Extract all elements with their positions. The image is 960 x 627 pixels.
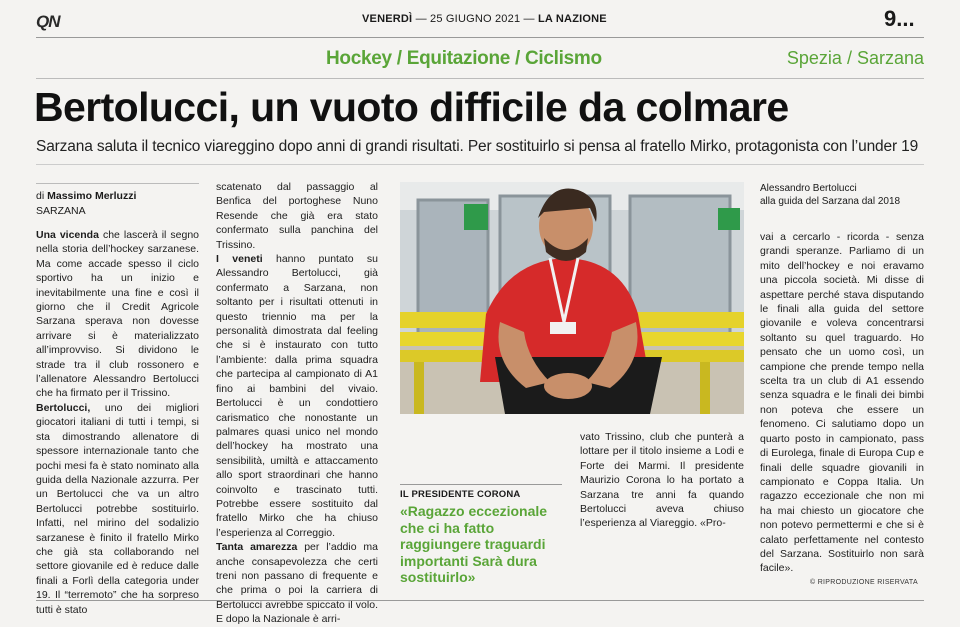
paragraph-text: per l’addio ma anche consapevolezza che certi treni non passano di frequente e che prima o poi la carriera di Bertolucci avrebbe spiccato il volo. E dopo la Nazionale è arri- (216, 541, 378, 626)
paragraph-lead: Una vicenda (36, 229, 99, 241)
section-topics: Hockey / Equitazione / Ciclismo (326, 48, 602, 69)
masthead-paper: LA NAZIONE (538, 13, 607, 25)
top-divider (36, 37, 924, 38)
pullquote-text: «Ragazzo eccezionale che ci ha fatto raggiungere traguardi importanti Sarà dura sostituirlo» (400, 503, 548, 585)
paragraph-text: vai a cercarlo - ricorda - senza grandi speranze. Parliamo di un mito dell’hockey e noi eravamo una piccola società. Mi disse di aspettare perché stava disputando le finali alla guida del settore giovanile e voleva concentrarsi soltanto su quel traguardo. Ho pensato che un uomo così, un campione che prende tempo nella scelta tra un club di A1 essendo senza squadra e le finali dei bimbi non poteva che essere un fenomeno. Ci salutiamo dopo un quarto posto in campionato, pass di Eurolega, finale di Europa Cup e finali delle squadre giovanili in campionato e Coppa Italia. Un ragazzo eccezionale che non mi ha mai chiesto un giocatore che non potevo permettermi e che si è calato perfettamente nel contesto del Sarzana. Sostituirlo non sarà facile». (760, 231, 924, 575)
page-number: 9... (884, 6, 915, 31)
byline-author: Massimo Merluzzi (47, 190, 137, 202)
article-paragraph (36, 401, 199, 617)
article-paragraph (36, 228, 199, 401)
copyright-notice: © RIPRODUZIONE RISERVATA (810, 579, 918, 586)
article-column-4 (760, 230, 924, 575)
byline-location: SARZANA (36, 205, 86, 217)
paragraph-text: uno dei migliori giocatori italiani di tutti i tempi, si sta dimostrando allenatore di spessore internazionale tanto che pochi mesi fa è stato nominato alla guida della Nazionale azzurra. Per un Bertolucci che va un altro Bertolucci potrebbe sostituirlo. Infatti, nel mirino del sodalizio sarzanese è finito il fratello Mirko che già sta collaborando nel settore giovanile ed è reduce dalle finali a Forlì della categoria under 19. Il “terremoto” che ha sorpreso tutti è stato (36, 401, 199, 616)
paragraph-text: scatenato dal passaggio al Benfica del portoghese Nuno Resende che già era stato confermato sulla panchina del Trissino. (216, 181, 378, 251)
article-paragraph (216, 252, 378, 540)
masthead-date: — 25 GIUGNO 2021 — (415, 13, 535, 25)
caption-detail: alla guida del Sarzana dal 2018 (760, 196, 901, 207)
section-region: Spezia / Sarzana (786, 48, 924, 68)
masthead-dateline (362, 13, 607, 25)
photo-caption (760, 182, 924, 208)
paragraph-lead: Tanta amarezza (216, 541, 298, 554)
pullquote-label: IL PRESIDENTE CORONA (400, 489, 521, 500)
article-column-3 (580, 430, 744, 590)
article-headline: Bertolucci, un vuoto difficile da colmare (34, 84, 789, 130)
article-column-1 (36, 228, 199, 616)
article-paragraph (216, 540, 378, 626)
coach-photo-illustration (400, 182, 744, 414)
byline-prefix: di (36, 190, 45, 202)
article-subhead: Sarzana saluta il tecnico viareggino dopo anni di grandi risultati. Per sostituirlo si pensa al fratello Mirko, protagonista con l’under 19 (36, 138, 919, 155)
paragraph-text: hanno puntato su Alessandro Bertolucci, già confermato a Sarzana, non soltanto per i risultati ottenuti in questo triennio ma per la personalità dimostrata dal feeling che si è instaurato con tutto l’ambiente: dalla prima squadra che partecipa al campionato di A1 fino ai bambini del vivaio. Bertolucci è un condottiero carismatico che nonostante un palmares quasi unico nel mondo dell’hockey ha mostrato una sensibilità, umiltà e attaccamento allo sport straordinari che hanno coinvolto e trascinato tutti. Potrebbe essere sostituito dal fratello Mirko che ha chiuso l’esperienza al Correggio. (216, 253, 378, 539)
article-paragraph (580, 430, 744, 531)
newspaper-logo: QN (36, 12, 60, 31)
byline-divider (36, 183, 199, 184)
article-column-2 (216, 180, 378, 626)
paragraph-text: che lascerà il segno nella storia dell’hockey sarzanese. Ma come accade spesso il ciclo sportivo ha un inizio e inevitabilmente una fine e così il giorno che il Credit Agricole Sarzana sperava non dovesse arrivare si è materializzato all’improvviso. Si dividono le strade tra il club rossonero e l’allenatore Alessandro Bertolucci che ha firmato per il Trissino. (36, 229, 199, 400)
paragraph-lead: Bertolucci, (36, 401, 91, 414)
pullquote-divider (400, 484, 562, 485)
article-paragraph (216, 180, 378, 252)
article-paragraph (760, 230, 924, 576)
bottom-divider (36, 600, 924, 601)
paragraph-text: vato Trissino, club che punterà a lottare per il titolo insieme a Lodi e Forte dei Marmi. Il presidente Maurizio Corona lo ha portato a Sarzana tre anni fa quando Bertolucci aveva chiuso l’esperienza al Viareggio. «Pro- (580, 431, 744, 530)
masthead-day: VENERDÌ (362, 13, 413, 25)
article-photo (400, 182, 744, 414)
article-byline (36, 190, 136, 202)
paragraph-lead: I veneti (216, 253, 263, 266)
caption-name: Alessandro Bertolucci (760, 183, 857, 194)
subhead-divider (36, 164, 924, 165)
section-divider (36, 78, 924, 79)
